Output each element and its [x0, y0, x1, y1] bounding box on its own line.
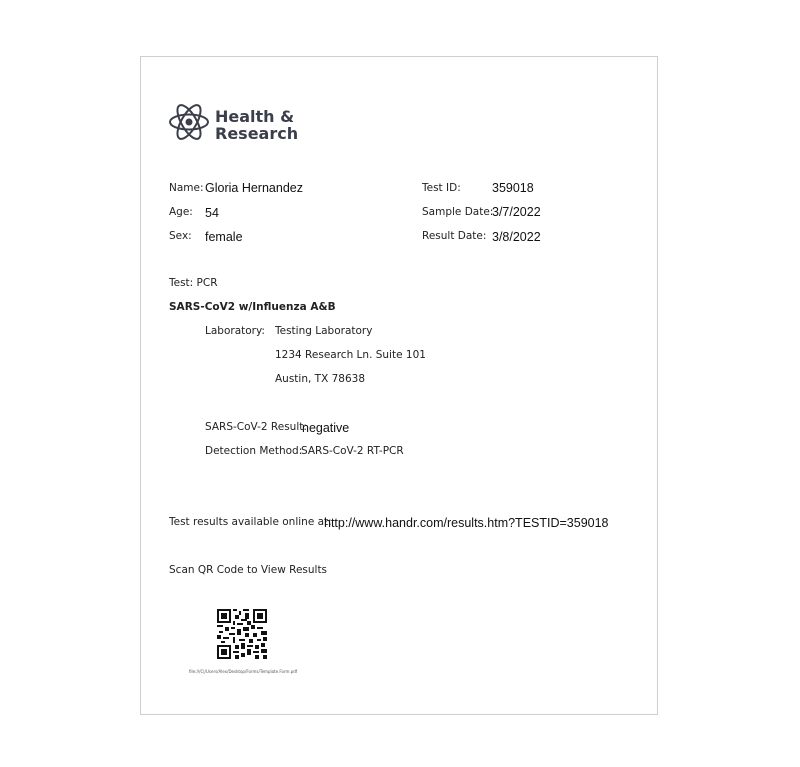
- detection-method-value: SARS-CoV-2 RT-PCR: [301, 445, 404, 457]
- test-type: Test: PCR: [169, 277, 218, 289]
- lab-address-line-1: 1234 Research Ln. Suite 101: [275, 349, 426, 361]
- qr-caption: Scan QR Code to View Results: [169, 564, 328, 576]
- online-results-label: Test results available online at:: [169, 516, 332, 528]
- test-panel: SARS-CoV2 w/Influenza A&B: [169, 301, 336, 313]
- result-date: 3/8/2022: [492, 230, 541, 244]
- lab-label: Laboratory:: [205, 325, 265, 337]
- lab-address-line-2: Austin, TX 78638: [275, 373, 366, 385]
- footer-file-path: file:///C|/Users/Alex/Desktop/Forms/Template.Form.pdf: [189, 669, 298, 674]
- patient-name: Gloria Hernandez: [205, 181, 303, 195]
- document-page: [140, 56, 658, 715]
- lab-name: Testing Laboratory: [275, 325, 373, 337]
- test-id-label: Test ID:: [422, 182, 461, 194]
- name-label: Name:: [169, 182, 204, 194]
- sars-result-label: SARS-CoV-2 Result:: [205, 421, 307, 433]
- detection-method-label: Detection Method:: [205, 445, 303, 457]
- sars-result-value: negative: [302, 421, 350, 435]
- logo-line-1: Health &: [215, 107, 295, 126]
- qr-code-icon[interactable]: [217, 609, 267, 659]
- patient-sex: female: [205, 230, 243, 244]
- logo-line-2: Research: [215, 124, 299, 143]
- age-label: Age:: [169, 206, 193, 218]
- sample-date: 3/7/2022: [492, 205, 541, 219]
- result-date-label: Result Date:: [422, 230, 487, 242]
- test-id: 359018: [492, 181, 534, 195]
- results-url[interactable]: http://www.handr.com/results.htm?TESTID=359018: [324, 516, 609, 530]
- sample-date-label: Sample Date:: [422, 206, 494, 218]
- atom-icon: [167, 100, 211, 144]
- patient-age: 54: [205, 206, 219, 220]
- sex-label: Sex:: [169, 230, 192, 242]
